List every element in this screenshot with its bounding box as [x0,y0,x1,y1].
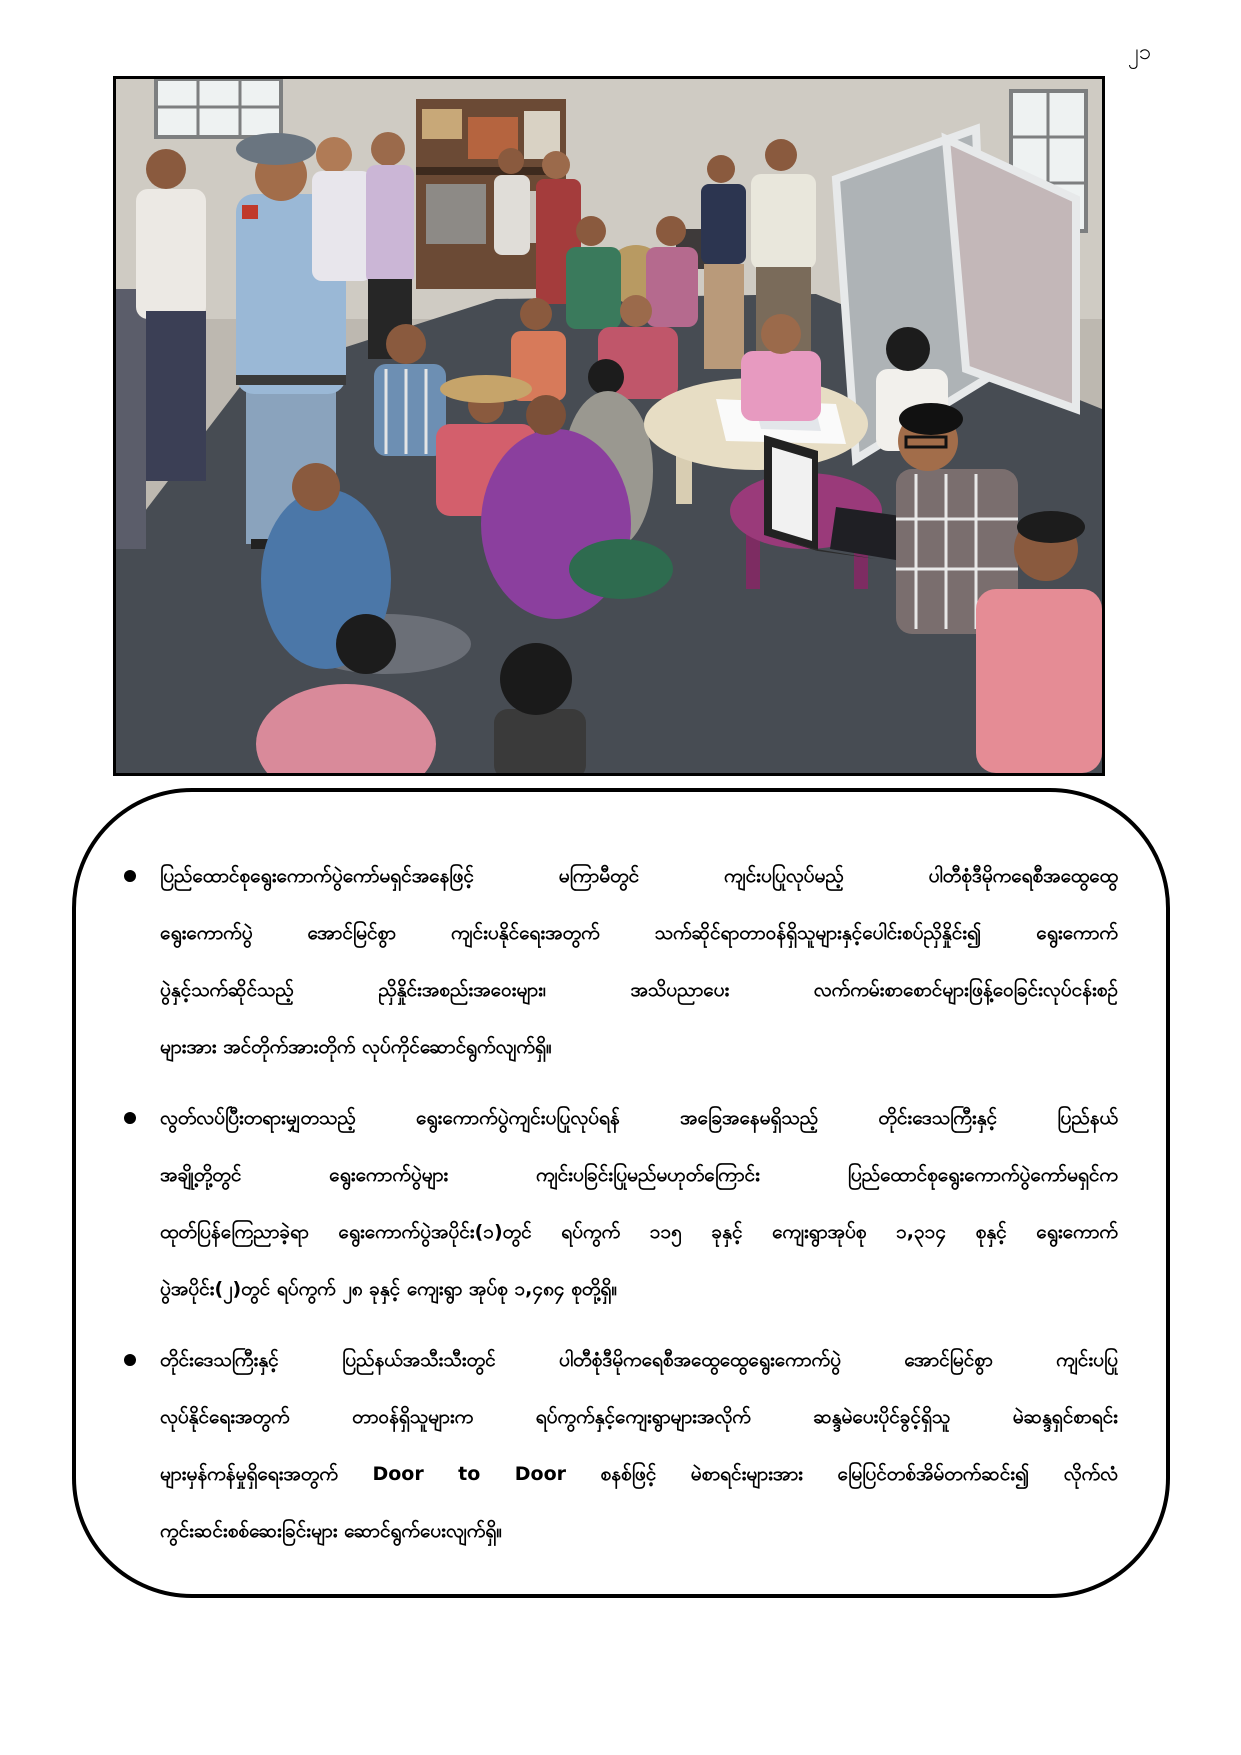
bullet-text-line: ပြည်ထောင်စုရွေးကောက်ပွဲကော်မရှင်အနေဖြင့် မကြာမီတွင် ကျင်းပပြုလုပ်မည့် ပါတီစုံဒီမိုကရေစီအထွေထွေ [160,865,1118,887]
bullet-text-line: ကွင်းဆင်းစစ်ဆေးခြင်းများ ဆောင်ရွက်ပေးလျက်ရှိ။ [160,1520,503,1542]
bullet-text-line: အချို့တို့တွင် ရွေးကောက်ပွဲများ ကျင်းပခြင်းပြုမည်မဟုတ်ကြောင်း ပြည်ထောင်စုရွေးကောက်ပွဲကော်မရှင်က [160,1164,1118,1186]
bullet-text-line: ရွေးကောက်ပွဲ အောင်မြင်စွာ ကျင်းပနိုင်ရေးအတွက် သက်ဆိုင်ရာတာဝန်ရှိသူများနှင့်ပေါင်းစပ်ညှိနှိုင်း၍ ရွေးကောက် [160,922,1118,944]
event-photo [113,76,1105,776]
bullet-dot-icon [124,1112,136,1124]
photo-illustration [116,79,1102,773]
bullet-text-line: ပွဲအပိုင်း(၂)တွင် ရပ်ကွက် ၂၈ ခုနှင့် ကျေးရွာ အုပ်စု ၁,၄၈၄ စုတို့ရှိ။ [160,1278,618,1300]
bullet-dot-icon [124,1354,136,1366]
bullet-item [120,1332,1120,1560]
bullet-text-line: လုပ်နိုင်ရေးအတွက် တာဝန်ရှိသူများက ရပ်ကွက်နှင့်ကျေးရွာများအလိုက် ဆန္ဒမဲပေးပိုင်ခွင့်ရှိသူ မဲဆန္ဒရှင်စာရင်း [160,1406,1118,1428]
bullet-text-line: လွတ်လပ်ပြီးတရားမျှတသည့် ရွေးကောက်ပွဲကျင်းပပြုလုပ်ရန် အခြေအနေမရှိသည့် တိုင်းဒေသကြီးနှင့် ပြည်နယ် [160,1107,1118,1129]
bullet-text-line: ပွဲနှင့်သက်ဆိုင်သည့် ညှိနှိုင်းအစည်းအဝေးများ၊ အသိပညာပေး လက်ကမ်းစာစောင်များဖြန့်ဝေခြင်းလုပ်ငန်းစဉ် [160,979,1118,1001]
bullet-text-line: တိုင်းဒေသကြီးနှင့် ပြည်နယ်အသီးသီးတွင် ပါတီစုံဒီမိုကရေစီအထွေထွေရွေးကောက်ပွဲ အောင်မြင်စွာ ကျင်းပပြု [160,1349,1118,1371]
bullet-text-line: ထုတ်ပြန်ကြေညာခဲ့ရာ ရွေးကောက်ပွဲအပိုင်း(၁)တွင် ရပ်ကွက် ၁၁၅ ခုနှင့် ကျေးရွာအုပ်စု ၁,၃၁၄ စုနှင့် ရွေးကောက် [160,1221,1118,1243]
bullet-item [120,848,1120,1076]
bullet-list [120,848,1120,1574]
page-number: ၂၁ [1128,40,1152,65]
bullet-dot-icon [124,870,136,882]
bullet-text-line: များအား အင်တိုက်အားတိုက် လုပ်ကိုင်ဆောင်ရွက်လျက်ရှိ။ [160,1036,552,1058]
bullet-item [120,1090,1120,1318]
bullet-text-line: များမှန်ကန်မှုရှိရေးအတွက် Door to Door စနစ်ဖြင့် မဲစာရင်းများအား မြေပြင်တစ်အိမ်တက်ဆင်း၍ လိုက်လံ [160,1463,1118,1485]
window-left [156,79,281,137]
